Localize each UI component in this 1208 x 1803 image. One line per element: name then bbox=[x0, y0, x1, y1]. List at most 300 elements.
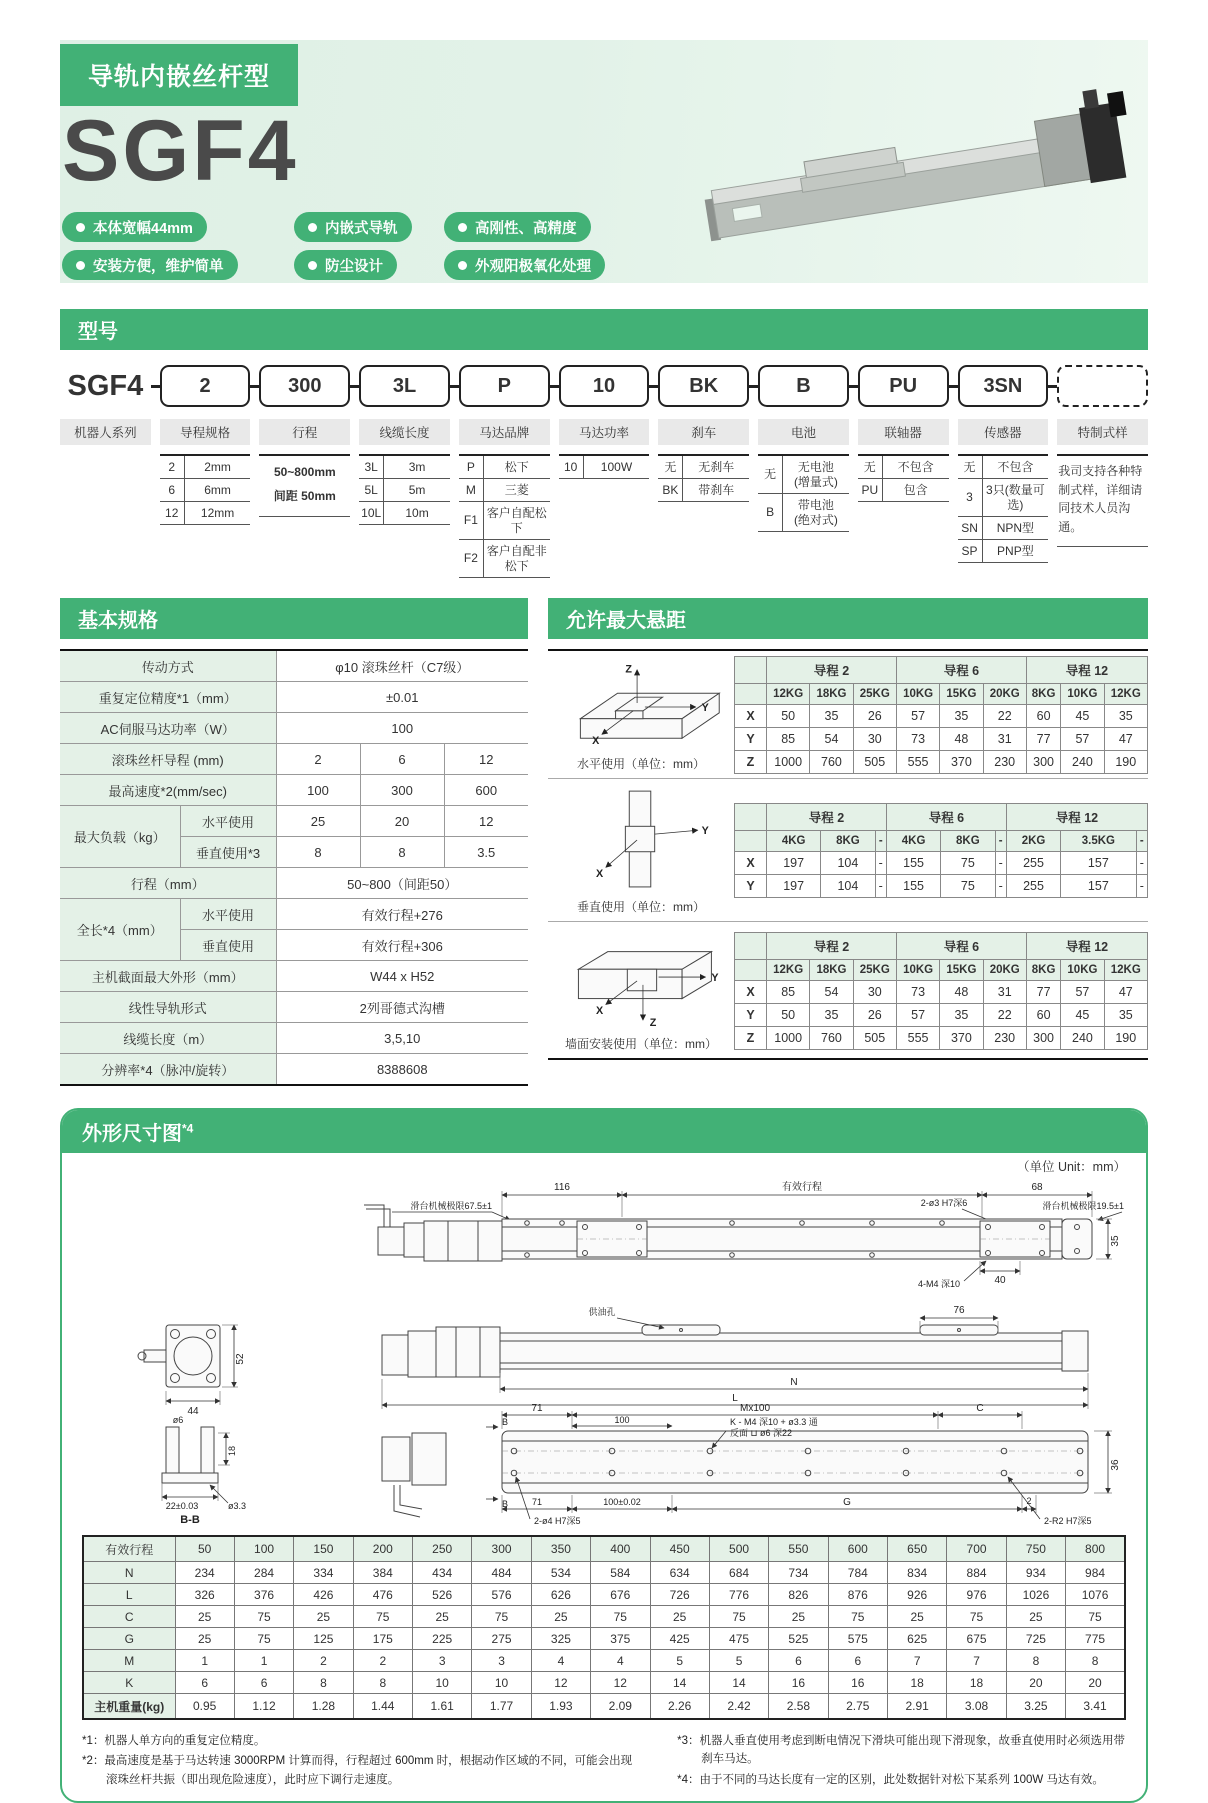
label-pin-holes: 2-ø4 H7深5 bbox=[534, 1516, 581, 1526]
stroke-value: 75 bbox=[472, 1606, 531, 1628]
model-option-row bbox=[758, 494, 849, 532]
overhang-value: 31 bbox=[983, 728, 1026, 751]
spec-label: 传动方式 bbox=[60, 650, 276, 682]
feature-pill bbox=[62, 250, 238, 280]
overhang-value: 555 bbox=[896, 1026, 939, 1049]
spec-value: 有效行程+276 bbox=[276, 899, 528, 930]
overhang-value: 35 bbox=[940, 705, 983, 728]
model-option-row bbox=[958, 479, 1049, 517]
stroke-row bbox=[83, 1694, 1125, 1720]
lead-group-header: 导程 2 bbox=[767, 932, 897, 959]
overhang-value: 104 bbox=[821, 852, 875, 875]
load-header: 8KG bbox=[1026, 959, 1060, 980]
feature-label: 外观阳极氧化处理 bbox=[475, 258, 591, 275]
stroke-value: 684 bbox=[709, 1562, 768, 1584]
stroke-value: 3 bbox=[413, 1650, 472, 1672]
section-b-marker: B bbox=[502, 1499, 509, 1509]
dim-22: 22±0.03 bbox=[165, 1501, 199, 1511]
dim-100: 100 bbox=[614, 1415, 630, 1425]
load-header: 4KG bbox=[886, 831, 940, 852]
overhang-value: - bbox=[1136, 875, 1147, 898]
dim-mx100: Mx100 bbox=[739, 1403, 771, 1414]
stroke-value: 3.08 bbox=[947, 1694, 1006, 1720]
axis-z-label: Z bbox=[649, 1016, 657, 1029]
overhang-load-row bbox=[735, 959, 1148, 980]
stroke-header: 650 bbox=[888, 1536, 947, 1562]
overhang-value: 505 bbox=[853, 1026, 896, 1049]
model-code-box: P bbox=[459, 365, 550, 407]
feature-label: 高刚性、高精度 bbox=[475, 220, 577, 237]
stroke-value: 325 bbox=[531, 1628, 590, 1650]
dimensions-footnote-mark: *4 bbox=[182, 1121, 194, 1136]
overhang-data-row bbox=[735, 875, 1148, 898]
spec-label: 最大负载（kg） bbox=[60, 806, 180, 868]
option-desc: PNP型 bbox=[982, 540, 1048, 563]
corner-cell bbox=[735, 657, 767, 684]
overhang-value: 370 bbox=[940, 1026, 983, 1049]
stroke-value: 25 bbox=[650, 1606, 709, 1628]
unit-note: （单位 Unit：mm） bbox=[1016, 1160, 1126, 1174]
option-desc: 三菱 bbox=[483, 479, 549, 502]
model-option-row bbox=[559, 455, 650, 479]
stroke-value: 75 bbox=[234, 1628, 293, 1650]
overhang-caption: 墙面安装使用（单位：mm） bbox=[565, 1037, 717, 1051]
bullet-icon bbox=[76, 261, 85, 270]
overhang-value: 197 bbox=[767, 875, 821, 898]
footnotes-left bbox=[82, 1730, 643, 1791]
overhang-value: 73 bbox=[896, 980, 939, 1003]
stroke-value: 526 bbox=[413, 1584, 472, 1606]
stroke-value: 976 bbox=[947, 1584, 1006, 1606]
spec-label: 最高速度*2(mm/sec) bbox=[60, 775, 276, 806]
spec-label: 全长*4（mm） bbox=[60, 899, 180, 961]
axis-label: Y bbox=[735, 875, 767, 898]
option-desc: 10m bbox=[384, 502, 450, 525]
spec-value: 2列哥德式沟槽 bbox=[276, 992, 528, 1023]
spec-value: 12 bbox=[444, 744, 528, 775]
model-code-cell bbox=[359, 365, 450, 407]
dim-36: 36 bbox=[1110, 1459, 1121, 1471]
model-code-box: B bbox=[758, 365, 849, 407]
label-dowel-holes-top: 2-ø3 H7深6 bbox=[920, 1198, 968, 1208]
stroke-value: 25 bbox=[175, 1628, 234, 1650]
overhang-value: 26 bbox=[853, 705, 896, 728]
dimensions-section bbox=[60, 1108, 1148, 1803]
stroke-value: 5 bbox=[709, 1650, 768, 1672]
overhang-group-row bbox=[735, 657, 1148, 684]
bullet-icon bbox=[458, 261, 467, 270]
overhang-tables bbox=[548, 649, 1148, 1060]
overhang-value: 35 bbox=[940, 1003, 983, 1026]
overhang-value: 57 bbox=[1061, 980, 1104, 1003]
overhang-value: 155 bbox=[886, 875, 940, 898]
overhang-value: 157 bbox=[1061, 852, 1136, 875]
stroke-value: 826 bbox=[769, 1584, 828, 1606]
product-image bbox=[688, 48, 1148, 270]
overhang-value: 77 bbox=[1026, 980, 1060, 1003]
stroke-header-label: 有效行程 bbox=[83, 1536, 175, 1562]
stroke-value: 326 bbox=[175, 1584, 234, 1606]
overhang-group-row bbox=[735, 932, 1148, 959]
overhang-value: 75 bbox=[941, 875, 995, 898]
stroke-value: 2 bbox=[353, 1650, 412, 1672]
overhang-load-row bbox=[735, 831, 1148, 852]
option-code: 无 bbox=[758, 455, 782, 494]
horizontal-mount-drawing bbox=[553, 657, 729, 753]
basic-specs-header: 基本规格 bbox=[60, 598, 528, 639]
spec-value: 3.5 bbox=[444, 837, 528, 868]
model-option-row bbox=[958, 517, 1049, 540]
model-column-label: 电池 bbox=[758, 419, 849, 445]
spec-value: 2 bbox=[276, 744, 360, 775]
model-option-row bbox=[459, 479, 550, 502]
spec-row bbox=[60, 1054, 528, 1086]
stroke-value: 75 bbox=[709, 1606, 768, 1628]
stroke-value: 984 bbox=[1066, 1562, 1125, 1584]
bullet-icon bbox=[308, 223, 317, 232]
spec-row bbox=[60, 713, 528, 744]
basic-specs-table bbox=[60, 649, 528, 1086]
stroke-value: 25 bbox=[175, 1606, 234, 1628]
model-column-label: 联轴器 bbox=[858, 419, 949, 445]
spec-sublabel: 水平使用 bbox=[180, 899, 276, 930]
dim-stroke: 有效行程 bbox=[782, 1182, 822, 1193]
overhang-value: 155 bbox=[886, 852, 940, 875]
stroke-value: 75 bbox=[234, 1606, 293, 1628]
dimensions-title: 外形尺寸图 bbox=[82, 1123, 182, 1145]
model-column-label: 马达功率 bbox=[559, 419, 650, 445]
stroke-value: 14 bbox=[650, 1672, 709, 1694]
label-oil-port: 供油孔 bbox=[588, 1307, 616, 1317]
model-option-cell bbox=[658, 454, 749, 502]
bullet-icon bbox=[76, 223, 85, 232]
lead-group-header: 导程 12 bbox=[1026, 657, 1147, 684]
stroke-value: 8 bbox=[1066, 1650, 1125, 1672]
overhang-block-vertical bbox=[548, 779, 1148, 922]
stroke-value: 75 bbox=[591, 1606, 650, 1628]
stroke-value: 1.28 bbox=[294, 1694, 353, 1720]
dim-35: 35 bbox=[1110, 1235, 1121, 1247]
model-option-table bbox=[559, 454, 650, 479]
option-code: F1 bbox=[459, 502, 483, 540]
model-column-label: 马达品牌 bbox=[459, 419, 550, 445]
stroke-value: 75 bbox=[1066, 1606, 1125, 1628]
stroke-value: 75 bbox=[828, 1606, 887, 1628]
dim-71-bottom: 71 bbox=[531, 1497, 543, 1507]
option-line: 50~800mm bbox=[273, 465, 336, 479]
option-desc: 3m bbox=[384, 455, 450, 479]
overhang-data-row bbox=[735, 980, 1148, 1003]
stroke-value: 25 bbox=[413, 1606, 472, 1628]
overhang-value: 35 bbox=[1104, 705, 1147, 728]
feature-label: 本体宽幅44mm bbox=[93, 220, 193, 237]
lead-group-header: 导程 6 bbox=[886, 804, 1006, 831]
overhang-value: 45 bbox=[1061, 1003, 1104, 1026]
axis-label: Z bbox=[735, 751, 767, 774]
model-category-labels bbox=[60, 419, 1148, 445]
load-header: 10KG bbox=[1061, 959, 1104, 980]
stroke-value: 1.44 bbox=[353, 1694, 412, 1720]
stroke-value: 75 bbox=[947, 1606, 1006, 1628]
overhang-value: 1000 bbox=[767, 1026, 810, 1049]
wall-mount-drawing bbox=[553, 927, 729, 1033]
option-desc: 6mm bbox=[184, 479, 250, 502]
stroke-value: 10 bbox=[413, 1672, 472, 1694]
overhang-value: - bbox=[1136, 852, 1147, 875]
model-option-cell bbox=[758, 454, 849, 532]
stroke-value: 775 bbox=[1066, 1628, 1125, 1650]
stroke-header: 550 bbox=[769, 1536, 828, 1562]
label-k-m4: K - M4 深10 + ø3.3 通 bbox=[730, 1417, 818, 1427]
dim-44: 44 bbox=[187, 1406, 199, 1417]
model-option-cell bbox=[1057, 454, 1148, 547]
overhang-load-row bbox=[735, 684, 1148, 705]
axis-y-label: Y bbox=[701, 825, 709, 838]
axis-y-label: Y bbox=[701, 701, 709, 714]
stroke-value: 734 bbox=[769, 1562, 828, 1584]
dim-phi6: ø6 bbox=[172, 1415, 184, 1425]
overhang-value: 255 bbox=[1006, 875, 1060, 898]
spec-value: 有效行程+306 bbox=[276, 930, 528, 961]
load-header: 2KG bbox=[1006, 831, 1060, 852]
overhang-block-horizontal bbox=[548, 651, 1148, 779]
overhang-value: - bbox=[875, 852, 886, 875]
overhang-section bbox=[548, 598, 1148, 1060]
page-title: SGF4 bbox=[62, 103, 299, 199]
spec-row bbox=[60, 868, 528, 899]
stroke-value: 476 bbox=[353, 1584, 412, 1606]
model-option-row bbox=[459, 455, 550, 479]
stroke-header: 250 bbox=[413, 1536, 472, 1562]
stroke-value: 25 bbox=[1006, 1606, 1065, 1628]
load-header: 10KG bbox=[896, 959, 939, 980]
load-header: 12KG bbox=[1104, 684, 1147, 705]
model-option-row bbox=[658, 455, 749, 479]
overhang-value: 85 bbox=[767, 728, 810, 751]
option-code: P bbox=[459, 455, 483, 479]
stroke-value: 525 bbox=[769, 1628, 828, 1650]
load-header: 15KG bbox=[940, 684, 983, 705]
stroke-header: 50 bbox=[175, 1536, 234, 1562]
model-option-row bbox=[459, 502, 550, 540]
stroke-value: 6 bbox=[234, 1672, 293, 1694]
stroke-value: 1.77 bbox=[472, 1694, 531, 1720]
stroke-value: 4 bbox=[531, 1650, 590, 1672]
feature-label: 内嵌式导轨 bbox=[325, 220, 398, 237]
overhang-value: 300 bbox=[1026, 1026, 1060, 1049]
overhang-value: 48 bbox=[940, 728, 983, 751]
model-option-row bbox=[658, 479, 749, 502]
model-option-row bbox=[359, 502, 450, 525]
option-code: 3L bbox=[359, 455, 383, 479]
section-bb-label: B-B bbox=[180, 1514, 200, 1526]
model-prefix: SGF4 bbox=[67, 370, 144, 402]
spec-value: 300 bbox=[360, 775, 444, 806]
option-code: 10 bbox=[559, 455, 583, 479]
overhang-value: 48 bbox=[940, 980, 983, 1003]
stroke-value: 8 bbox=[1006, 1650, 1065, 1672]
model-code-box: 10 bbox=[559, 365, 650, 407]
stroke-value: 2.26 bbox=[650, 1694, 709, 1720]
stroke-row-label: M bbox=[83, 1650, 175, 1672]
stroke-row-label: G bbox=[83, 1628, 175, 1650]
footnotes-right bbox=[677, 1730, 1126, 1791]
stroke-value: 4 bbox=[591, 1650, 650, 1672]
stroke-value: 12 bbox=[591, 1672, 650, 1694]
option-desc: 无电池 (增量式) bbox=[783, 455, 849, 494]
load-header: 12KG bbox=[1104, 959, 1147, 980]
model-code-box: 300 bbox=[259, 365, 350, 407]
basic-specs-section bbox=[60, 598, 528, 1086]
overhang-value: 60 bbox=[1026, 1003, 1060, 1026]
stroke-value: 725 bbox=[1006, 1628, 1065, 1650]
spec-value: 8 bbox=[276, 837, 360, 868]
spec-value: W44 x H52 bbox=[276, 961, 528, 992]
feature-pill bbox=[62, 212, 207, 242]
model-option-note: 我司支持各种特制式样，详细请同技术人员沟通。 bbox=[1057, 454, 1148, 547]
stroke-header: 700 bbox=[947, 1536, 1006, 1562]
model-column-label: 导程规格 bbox=[160, 419, 251, 445]
load-header: 12KG bbox=[767, 684, 810, 705]
stroke-value: 234 bbox=[175, 1562, 234, 1584]
overhang-value: 54 bbox=[810, 980, 853, 1003]
load-header: 18KG bbox=[810, 684, 853, 705]
stroke-value: 1 bbox=[234, 1650, 293, 1672]
overhang-data-row bbox=[735, 751, 1148, 774]
stroke-value: 575 bbox=[828, 1628, 887, 1650]
option-code: 10L bbox=[359, 502, 383, 525]
overhang-value: 157 bbox=[1061, 875, 1136, 898]
dim-18: 18 bbox=[227, 1445, 237, 1457]
model-column-label: 特制式样 bbox=[1057, 419, 1148, 445]
label-slide-limit-right: 滑台机械极限19.5±1 bbox=[1042, 1201, 1124, 1211]
spec-label: 主机截面最大外形（mm） bbox=[60, 961, 276, 992]
stroke-value: 384 bbox=[353, 1562, 412, 1584]
stroke-row bbox=[83, 1628, 1125, 1650]
overhang-data-row bbox=[735, 1003, 1148, 1026]
stroke-value: 834 bbox=[888, 1562, 947, 1584]
bullet-icon bbox=[458, 223, 467, 232]
model-option-table bbox=[359, 454, 450, 525]
feature-pill bbox=[444, 250, 605, 280]
dim-116: 116 bbox=[554, 1182, 570, 1193]
overhang-data-row bbox=[735, 705, 1148, 728]
spec-label: 分辨率*4（脉冲/旋转） bbox=[60, 1054, 276, 1086]
model-option-cell bbox=[359, 454, 450, 525]
dimension-drawing bbox=[82, 1175, 1126, 1527]
dimensions-header bbox=[62, 1110, 1146, 1153]
overhang-value: 50 bbox=[767, 705, 810, 728]
dim-2: 2 bbox=[1026, 1496, 1032, 1506]
stroke-value: 16 bbox=[828, 1672, 887, 1694]
series-type-tag: 导轨内嵌丝杆型 bbox=[60, 44, 298, 106]
stroke-value: 225 bbox=[413, 1628, 472, 1650]
dim-40: 40 bbox=[994, 1275, 1006, 1286]
spec-row bbox=[60, 961, 528, 992]
stroke-value: 484 bbox=[472, 1562, 531, 1584]
axis-label: X bbox=[735, 980, 767, 1003]
stroke-value: 776 bbox=[709, 1584, 768, 1606]
footnote: *4：由于不同的马达长度有一定的区别，此处数据针对松下某系列 100W 马达有效。 bbox=[677, 1773, 1104, 1786]
stroke-value: 8 bbox=[353, 1672, 412, 1694]
dim-68: 68 bbox=[1031, 1182, 1043, 1193]
stroke-value: 0.95 bbox=[175, 1694, 234, 1720]
datasheet-page bbox=[60, 0, 1148, 1803]
overhang-value: 190 bbox=[1104, 751, 1147, 774]
stroke-value: 6 bbox=[175, 1672, 234, 1694]
stroke-value: 6 bbox=[769, 1650, 828, 1672]
model-code-box: BK bbox=[658, 365, 749, 407]
model-option-row bbox=[858, 479, 949, 502]
overhang-value: - bbox=[995, 875, 1006, 898]
model-code-box: 2 bbox=[160, 365, 251, 407]
stroke-header: 600 bbox=[828, 1536, 887, 1562]
spec-label: 线性导轨形式 bbox=[60, 992, 276, 1023]
option-desc: 带刹车 bbox=[683, 479, 749, 502]
option-line: 间距 50mm bbox=[273, 489, 336, 503]
stroke-value: 426 bbox=[294, 1584, 353, 1606]
overhang-value: 255 bbox=[1006, 852, 1060, 875]
dim-76: 76 bbox=[953, 1305, 965, 1316]
load-header: 8KG bbox=[941, 831, 995, 852]
model-option-table bbox=[160, 454, 251, 525]
overhang-value: 75 bbox=[941, 852, 995, 875]
corner-cell bbox=[735, 959, 767, 980]
overhang-value: 30 bbox=[853, 728, 896, 751]
spec-value: 8 bbox=[360, 837, 444, 868]
overhang-value: 73 bbox=[896, 728, 939, 751]
spec-row bbox=[60, 806, 528, 837]
spec-sublabel: 水平使用 bbox=[180, 806, 276, 837]
feature-pill-list bbox=[62, 212, 605, 280]
option-desc: NPN型 bbox=[982, 517, 1048, 540]
load-header: 15KG bbox=[940, 959, 983, 980]
load-header: 25KG bbox=[853, 684, 896, 705]
option-desc: 5m bbox=[384, 479, 450, 502]
load-header: - bbox=[995, 831, 1006, 852]
option-code: 无 bbox=[958, 455, 982, 479]
model-option-cell bbox=[958, 454, 1049, 563]
model-code-cell bbox=[958, 365, 1049, 407]
stroke-header: 200 bbox=[353, 1536, 412, 1562]
overhang-value: 57 bbox=[896, 1003, 939, 1026]
model-option-table bbox=[858, 454, 949, 502]
stroke-header-row bbox=[83, 1536, 1125, 1562]
footnote: *1：机器人单方向的重复定位精度。 bbox=[82, 1735, 266, 1747]
option-desc: 不包含 bbox=[882, 455, 948, 479]
load-header: 10KG bbox=[896, 684, 939, 705]
stroke-row-label: L bbox=[83, 1584, 175, 1606]
load-header: 10KG bbox=[1061, 684, 1104, 705]
overhang-value: 54 bbox=[810, 728, 853, 751]
option-desc: 松下 bbox=[483, 455, 549, 479]
model-option-table bbox=[758, 454, 849, 532]
load-header: - bbox=[875, 831, 886, 852]
load-header: 18KG bbox=[810, 959, 853, 980]
option-desc: 3只(数量可选) bbox=[982, 479, 1048, 517]
stroke-value: 18 bbox=[947, 1672, 1006, 1694]
overhang-caption: 水平使用（单位：mm） bbox=[577, 757, 705, 771]
load-header: 4KG bbox=[767, 831, 821, 852]
label-k-m4-back: 反面 ⊔ ø6 深22 bbox=[730, 1428, 793, 1438]
overhang-data-row bbox=[735, 728, 1148, 751]
stroke-value: 934 bbox=[1006, 1562, 1065, 1584]
stroke-value: 75 bbox=[353, 1606, 412, 1628]
stroke-value: 25 bbox=[531, 1606, 590, 1628]
stroke-value: 375 bbox=[591, 1628, 650, 1650]
model-option-row bbox=[160, 502, 251, 525]
model-option-row bbox=[359, 455, 450, 479]
